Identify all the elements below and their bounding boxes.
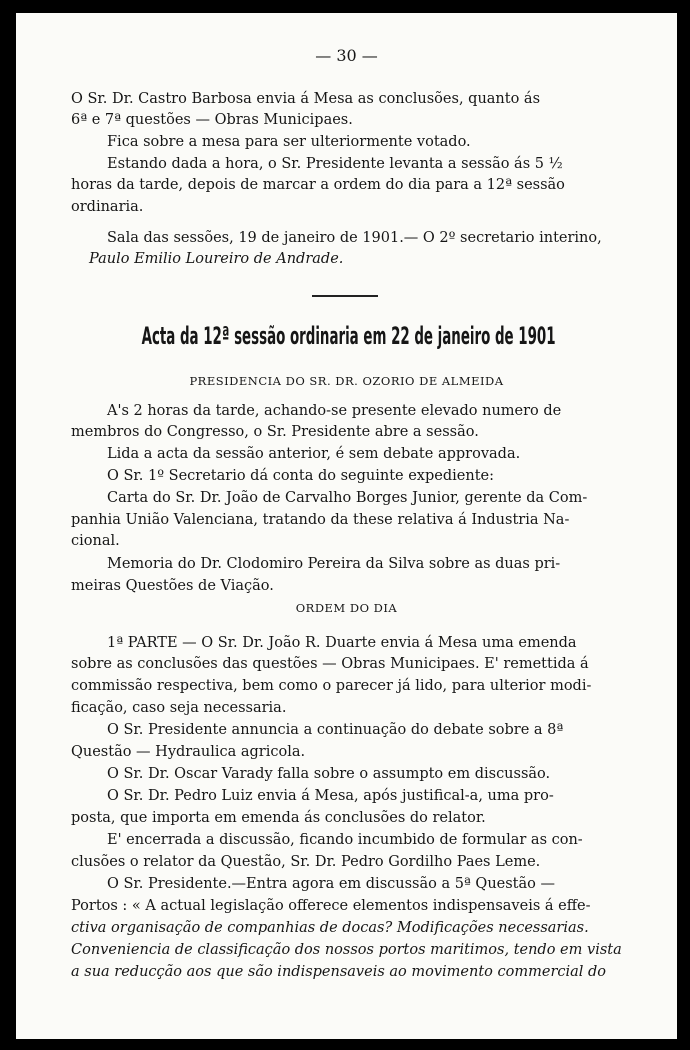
- text-line: ficação, caso seja necessaria.: [71, 700, 287, 716]
- text-line: horas da tarde, depois de marcar a ordem do dia para a 12ª sessão: [71, 177, 565, 193]
- text-line: ordinaria.: [71, 199, 144, 215]
- text-line: cional.: [71, 533, 120, 549]
- text-line: 1ª PARTE — O Sr. Dr. João R. Duarte envia á Mesa uma emenda: [107, 635, 577, 651]
- text-line: a sua reducção aos que são indispensaveis ao movimento commercial do: [71, 964, 607, 980]
- document-page: [16, 13, 677, 1039]
- presidency-subtitle: PRESIDENCIA DO SR. DR. OZORIO DE ALMEIDA: [189, 374, 504, 388]
- text-line: O Sr. Presidente.—Entra agora em discussão a 5ª Questão —: [107, 876, 555, 892]
- text-line: O Sr. Dr. Castro Barbosa envia á Mesa as conclusões, quanto ás: [71, 91, 541, 107]
- ordem-do-dia-heading: ORDEM DO DIA: [295, 601, 398, 615]
- signature-line: Paulo Emilio Loureiro de Andrade.: [89, 251, 344, 267]
- text-line: Portos : « A actual legislação offerece elementos indispensaveis á effe-: [71, 898, 591, 914]
- text-line: Fica sobre a mesa para ser ulteriormente votado.: [107, 134, 471, 150]
- text-line: Questão — Hydraulica agricola.: [71, 744, 306, 760]
- text-line: O Sr. Presidente annuncia a continuação do debate sobre a 8ª: [107, 722, 564, 738]
- text-line: Sala das sessões, 19 de janeiro de 1901.— O 2º secretario interino,: [107, 230, 602, 246]
- text-line: E' encerrada a discussão, ficando incumbido de formular as con-: [107, 832, 583, 848]
- text-line: meiras Questões de Viação.: [71, 578, 274, 594]
- text-line: O Sr. 1º Secretario dá conta do seguinte expediente:: [107, 468, 494, 484]
- text-line: sobre as conclusões das questões — Obras Municipaes. E' remettida á: [71, 656, 589, 672]
- text-line: Memoria do Dr. Clodomiro Pereira da Silva sobre as duas pri-: [107, 556, 561, 572]
- text-line: membros do Congresso, o Sr. Presidente abre a sessão.: [71, 424, 479, 440]
- text-line: panhia União Valenciana, tratando da these relativa á Industria Na-: [71, 512, 570, 528]
- text-line: posta, que importa em emenda ás conclusões do relator.: [71, 810, 486, 826]
- text-line: ctiva organisação de companhias de docas? Modificações necessarias.: [71, 920, 589, 936]
- text-line: 6ª e 7ª questões — Obras Municipaes.: [71, 112, 353, 128]
- text-line: O Sr. Dr. Oscar Varady falla sobre o assumpto em discussão.: [107, 766, 551, 782]
- text-line: Conveniencia de classificação dos nossos portos maritimos, tendo em vista: [71, 942, 622, 958]
- acta-title: Acta da 12ª sessão ordinaria em 22 de janeiro de 1901: [141, 322, 556, 350]
- text-line: Lida a acta da sessão anterior, é sem debate approvada.: [107, 446, 521, 462]
- text-line: Estando dada a hora, o Sr. Presidente levanta a sessão ás 5 ½: [107, 156, 563, 172]
- section-divider: [312, 295, 378, 297]
- text-line: O Sr. Dr. Pedro Luiz envia á Mesa, após justifical-a, uma pro-: [107, 788, 554, 804]
- text-line: A's 2 horas da tarde, achando-se presente elevado numero de: [107, 403, 562, 419]
- page-number: — 30 —: [315, 46, 378, 65]
- text-line: clusões o relator da Questão, Sr. Dr. Pedro Gordilho Paes Leme.: [71, 854, 541, 870]
- text-line: Carta do Sr. Dr. João de Carvalho Borges Junior, gerente da Com-: [107, 490, 588, 506]
- text-line: commissão respectiva, bem como o parecer já lido, para ulterior modi-: [71, 678, 592, 694]
